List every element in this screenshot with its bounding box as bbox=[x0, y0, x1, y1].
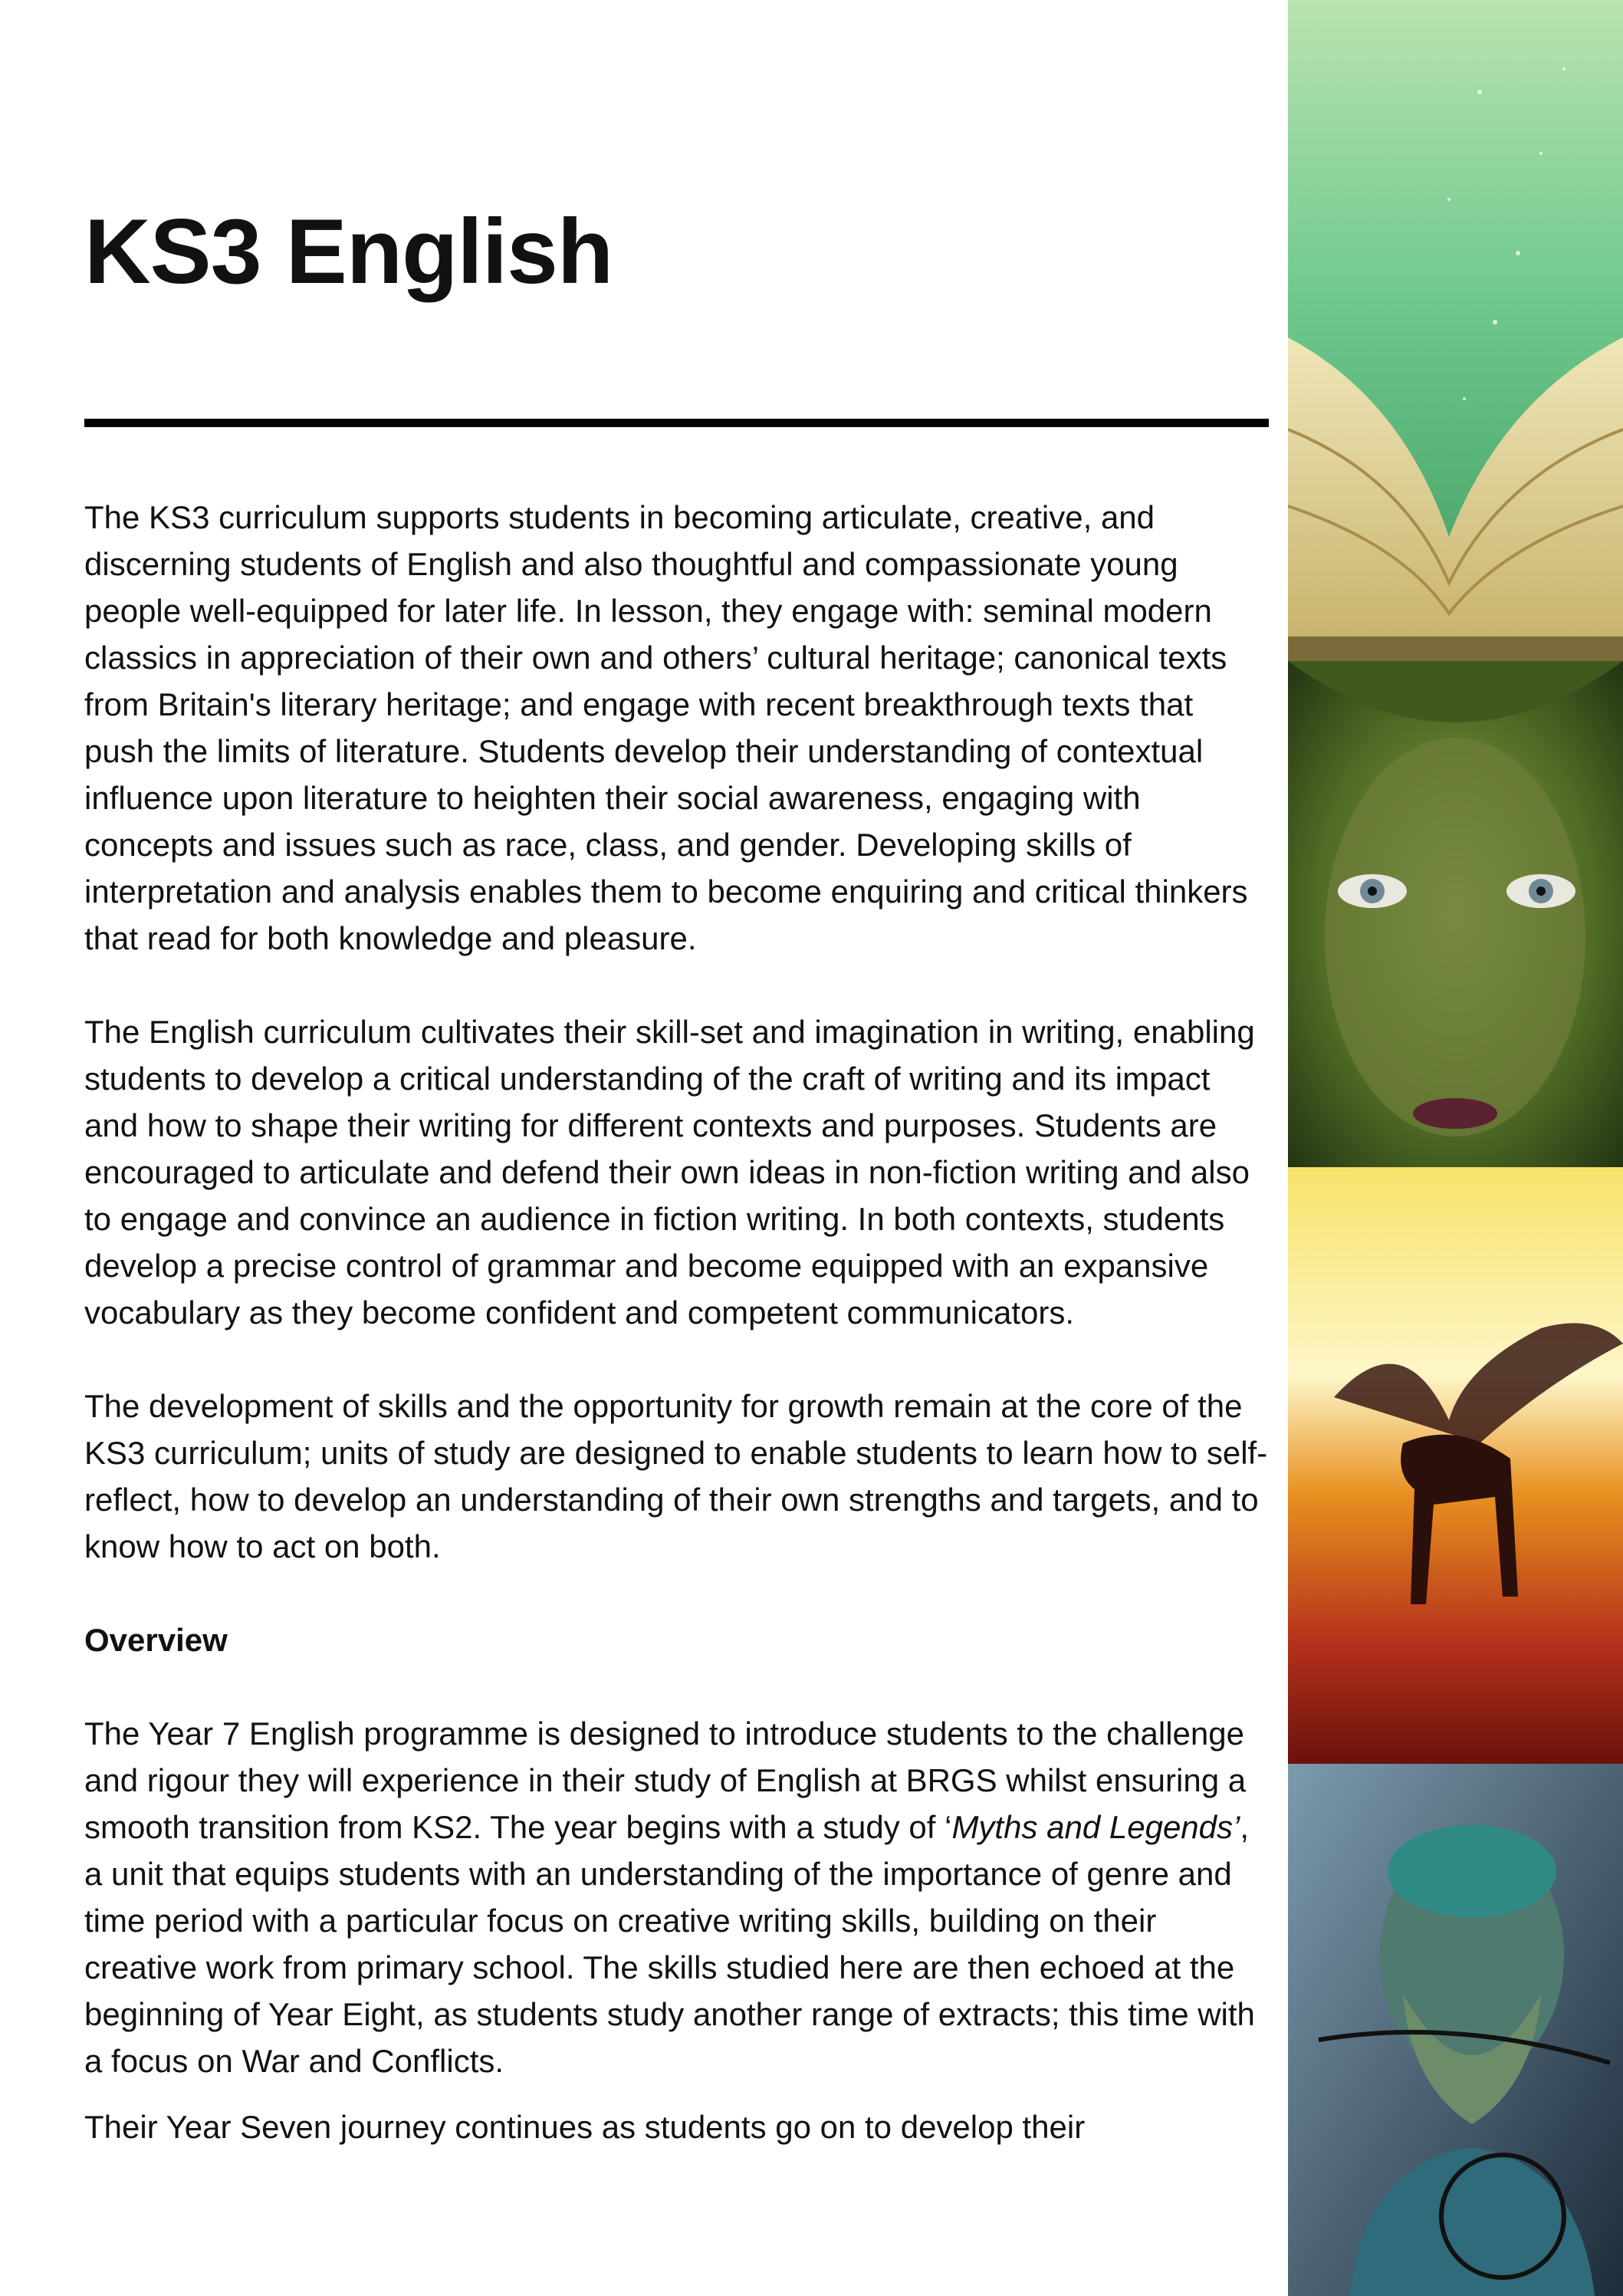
open-book-image bbox=[1288, 0, 1623, 661]
overview-heading: Overview bbox=[84, 1622, 228, 1658]
intro-paragraph: The KS3 curriculum supports students in becoming articulate, creative, and discerning students of English and also thoughtful and compassionate young people well-equipped for later life. In lesson, they engage with: seminal modern classics in appreciation of their own and others’ cultural heritage; canonical texts from Britain's literary heritage; and engage with recent breakthrough texts that push the limits of literature. Students develop their understanding of contextual influence upon literature to heighten their social awareness, engaging with concepts and issues such as race, class, and gender. Developing skills of interpretation and analysis enables them to become enquiring and critical thinkers that read for both knowledge and pleasure. bbox=[84, 499, 1248, 956]
year7-paragraph bbox=[84, 1710, 1269, 2084]
writing-paragraph: The English curriculum cultivates their skill-set and imagination in writing, enabling students to develop a critical understanding of the craft of writing and its impact and how to shape their writing for different contexts and purposes. Students are encouraged to articulate and defend their own ideas in non-fiction writing and also to engage and convince an audience in fiction writing. In both contexts, students develop a precise control of grammar and become equipped with an expansive vocabulary as they become confident and competent communicators. bbox=[84, 1014, 1255, 1331]
myths-legends-title: Myths and Legends’ bbox=[951, 1809, 1240, 1845]
page-title: KS3 English bbox=[84, 200, 613, 303]
title-divider bbox=[84, 419, 1269, 427]
decorative-image-strip bbox=[1288, 0, 1623, 2296]
body-text bbox=[84, 494, 1269, 2150]
skills-paragraph: The development of skills and the opportunity for growth remain at the core of the KS3 curriculum; units of study are designed to enable students to learn how to self-reflect, how to develop an understanding of their own strengths and targets, and to know how to act on both. bbox=[84, 1388, 1268, 1564]
year7-text-start: The Year 7 English programme is designed to introduce students to the challenge and rigour they will experience in their study of English at BRGS whilst ensuring a smooth transition from KS2. The year begins with a study of ‘ bbox=[84, 1715, 1247, 1845]
bronze-statue-image bbox=[1288, 1764, 1623, 2296]
year7-text-end: , a unit that equips students with an understanding of the importance of genre and time period with a particular focus on creative writing skills, building on their creative work from primary school. The skills studied here are then echoed at the beginning of Year Eight, as students study another range of extracts; this time with a focus on War and Conflicts. bbox=[84, 1809, 1255, 2079]
journey-paragraph: Their Year Seven journey continues as students go on to develop their bbox=[84, 2109, 1086, 2145]
forest-face-image bbox=[1288, 661, 1623, 1167]
pegasus-sunset-image bbox=[1288, 1167, 1623, 1764]
